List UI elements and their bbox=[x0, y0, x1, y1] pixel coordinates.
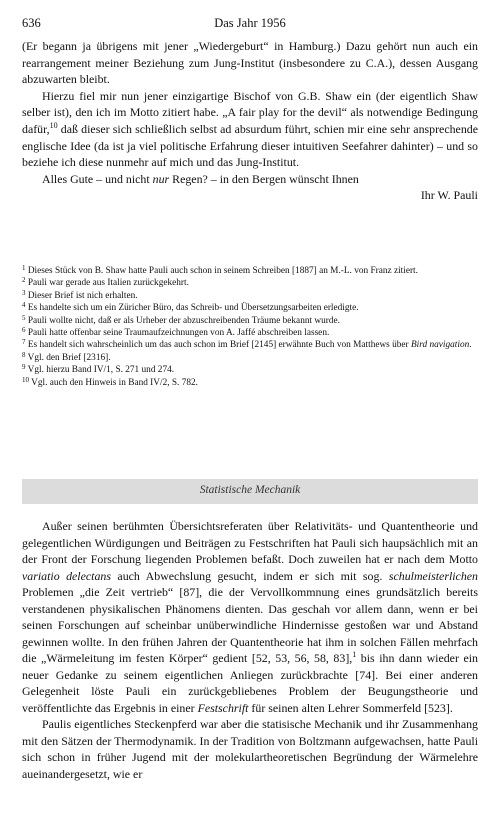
running-header bbox=[22, 16, 478, 32]
footnote-ref: 1 bbox=[352, 650, 357, 659]
body-paragraph: Außer seinen berühmten Übersichtsreferaten über Relativitäts- und Quantentheorie und gelegentlichen Würdigungen und Beiträgen zu Festschriften hat Pauli sich haupsächlich mit an der Front der Forschung liegenden Problemen befaßt. Doch zuweilen hat er nach dem Motto variatio delectans auch Abwechslung gesucht, indem er sich mit sog. schulmeisterlichen Problemen „die Zeit vertrieb“ [87], die der Vervollkommnung eines grundsätzlich bereits verstandenen physikalischen Phänomens dienten. Das geschah vor allem dann, wenn er bei seinen Forschungen auf scheinbar unüberwindliche Hindernisse gestoßen war und Abstand gewinnen wollte. In den frühen Jahren der Quantentheorie hat ihm in solchen Fällen mehrfach die „Wärmeleitung im festen Körper“ gedient [52, 53, 56, 58, 83],$^1$ bis ihn dann wieder ein neuer Gedanke zu seinem eigentlichen Anliegen zurückbrachte [74]. Bei einer anderen Gelegenheit löste Pauli ein zurückgebliebenes Problem der Beugungstheorie und veröffentlichte das Ergebnis in einer Festschrift für seinen alten Lehrer Sommerfeld [523]. bbox=[22, 519, 479, 715]
footnote: $^2$ Pauli war gerade aus Italien zurückgekehrt. bbox=[22, 276, 189, 289]
section-heading: Statistische Mechanik bbox=[199, 484, 301, 496]
letter-paragraph: Hierzu fiel mir nun jener einzigartige Bischof von G.B. Shaw ein (der eigentlich Shaw selber ist), den ich im Motto zitiert habe. „A fair play for the devil“ als notwendige Bedingung dafür,$^{10}$ daß dieser sich schließlich selbst ad absurdum führt, schien mir eine sehr ansprechende englische Idee (da ist ja viel politische Erfahrung dieser intuitiven Seefahrer dahinter) – und so beziehe ich diese nunmehr auf mich und das Jung-Institut. bbox=[22, 88, 479, 170]
section-body bbox=[22, 518, 478, 782]
footnote: $^5$ Pauli wollte nicht, daß er als Urheber der abzuschreibenden Träume bekannt wurde. bbox=[22, 313, 340, 326]
footnote: $^6$ Pauli hatte offenbar seine Traumaufzeichnungen von A. Jaffé abschreiben lassen. bbox=[22, 326, 330, 339]
footnote: $^{10}$ Vgl. auch den Hinweis in Band IV/2, S. 782. bbox=[22, 375, 198, 388]
letter-closing: Alles Gute – und nicht nur Regen? – in den Bergen wünscht Ihnen bbox=[42, 171, 359, 186]
signature: Ihr W. Pauli bbox=[420, 188, 478, 203]
footnote: $^4$ Es handelte sich um ein Züricher Büro, das Schreib- und Übersetzungsarbeiten erledigte. bbox=[22, 301, 359, 314]
footnote: $^1$ Dieses Stück von B. Shaw hatte Pauli auch schon in seinem Schreiben [1887] an M.-L. von Franz zitiert. bbox=[22, 264, 418, 276]
page-number: 636 bbox=[22, 16, 41, 30]
body-paragraph: Paulis eigentliches Steckenpferd war aber die statisische Mechanik und ihr Zusammenhang mit den Sätzen der Thermodynamik. In der Tradition von Boltzmann aufgewachsen, hatte Pauli sich schon in früher Jugend mit der molekulartheoretischen Begründung der Wärmelehre aueinandergesetzt, wie er bbox=[22, 717, 478, 781]
footnote: $^9$ Vgl. hierzu Band IV/1, S. 271 und 274. bbox=[22, 363, 175, 376]
section-heading-band bbox=[22, 479, 478, 504]
footnote: $^8$ Vgl. den Brief [2316]. bbox=[22, 350, 111, 363]
letter-text bbox=[22, 38, 478, 204]
footnote: $^3$ Dieser Brief ist nich erhalten. bbox=[22, 288, 138, 301]
footnote-ref: 10 bbox=[49, 120, 58, 130]
letter-paragraph: (Er begann ja übrigens mit jener „Wiedergeburt“ in Hamburg.) Dazu gehört nun auch ein rearrangement meiner Beziehung zum Jung-Institut (insbesondere zu C.A.), dessen Ausgang abzuwarten bleibt. bbox=[22, 39, 478, 87]
footnote: $^7$ Es handelt sich wahrscheinlich um das auch schon im Brief [2145] erwähnte Buch von Matthews über Bird navigation. bbox=[22, 338, 472, 351]
footnotes bbox=[22, 265, 478, 389]
running-title: Das Jahr 1956 bbox=[214, 16, 286, 30]
